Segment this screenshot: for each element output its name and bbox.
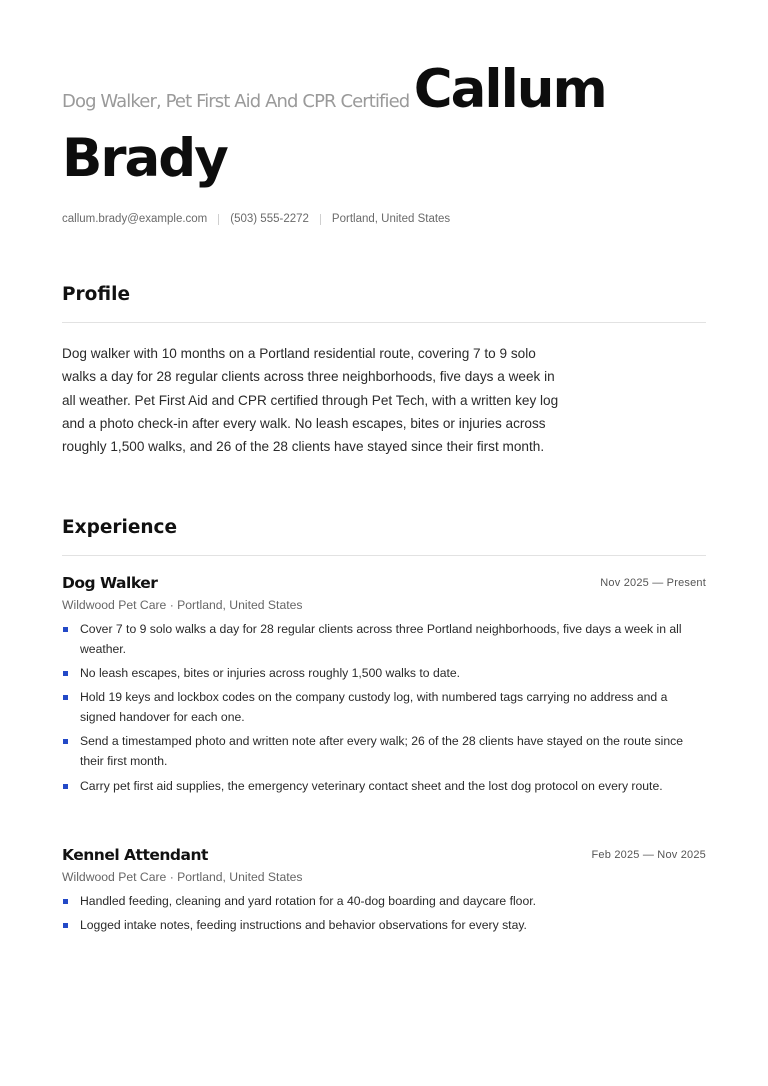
profile-heading: Profile xyxy=(62,284,130,305)
title-line-2 xyxy=(62,128,706,200)
last-name: Brady xyxy=(62,128,227,189)
bullet-square-icon xyxy=(63,739,68,744)
bullet-item xyxy=(62,688,706,728)
profile-summary: Dog walker with 10 months on a Portland residential route, covering 7 to 9 solo walks a day for 28 regular clients across three neighborhoods, five days a week in all weather. Pet First Aid and CPR certified through Pet Tech, with a written key log and a photo check-in after every walk. No leash escapes, bites or injuries across roughly 1,500 walks, and 26 of the 28 clients have stayed since their first month. xyxy=(62,346,559,455)
bullet-text: Hold 19 keys and lockbox codes on the company custody log, with numbered tags carrying no address and a signed handover for each one. xyxy=(80,690,668,725)
bullet-square-icon xyxy=(63,671,68,676)
job-header xyxy=(62,846,706,868)
bullet-item xyxy=(62,620,706,660)
bullet-square-icon xyxy=(63,627,68,632)
bullet-text: Send a timestamped photo and written note after every walk; 26 of the 28 clients have stayed on the route since their first month. xyxy=(80,734,683,769)
job-title: Dog Walker xyxy=(62,574,158,592)
job-dates: Nov 2025 — Present xyxy=(600,577,706,589)
location-text: Portland, United States xyxy=(331,213,451,225)
bullet-square-icon xyxy=(63,923,68,928)
resume-header xyxy=(62,59,706,200)
phone-text: (503) 555-2272 xyxy=(230,213,309,225)
title-line xyxy=(62,59,706,131)
experience-heading: Experience xyxy=(62,517,178,538)
email-text: callum.brady@example.com xyxy=(62,213,208,225)
job-bullets xyxy=(62,620,706,796)
bullet-item xyxy=(62,732,706,772)
job-title: Kennel Attendant xyxy=(62,846,208,864)
job-bullets xyxy=(62,892,706,936)
first-name: Callum xyxy=(413,59,606,120)
bullet-item xyxy=(62,664,706,684)
job-company: Wildwood Pet Care · Portland, United States xyxy=(62,870,303,884)
bullet-item xyxy=(62,916,706,936)
job-subtitle: Dog Walker, Pet First Aid And CPR Certified xyxy=(62,91,410,112)
bullet-item xyxy=(62,777,706,797)
experience-divider xyxy=(62,555,706,556)
bullet-square-icon xyxy=(63,695,68,700)
bullet-text: No leash escapes, bites or injuries across roughly 1,500 walks to date. xyxy=(80,666,461,681)
profile-divider xyxy=(62,322,706,323)
job-entry xyxy=(62,846,706,941)
job-header xyxy=(62,574,706,596)
bullet-square-icon xyxy=(63,899,68,904)
bullet-square-icon xyxy=(63,784,68,789)
divider xyxy=(320,214,321,225)
bullet-text: Logged intake notes, feeding instructions and behavior observations for every stay. xyxy=(80,918,527,933)
bullet-item xyxy=(62,892,706,912)
job-dates: Feb 2025 — Nov 2025 xyxy=(591,849,706,861)
bullet-text: Cover 7 to 9 solo walks a day for 28 regular clients across three Portland neighborhoods, five days a week in all weather. xyxy=(80,622,682,656)
job-entry xyxy=(62,574,706,801)
contact-info xyxy=(62,213,450,225)
bullet-text: Handled feeding, cleaning and yard rotation for a 40-dog boarding and daycare floor. xyxy=(80,894,536,908)
divider xyxy=(218,214,219,225)
job-company: Wildwood Pet Care · Portland, United States xyxy=(62,598,303,612)
bullet-text: Carry pet first aid supplies, the emergency veterinary contact sheet and the lost dog protocol on every route. xyxy=(80,778,663,793)
